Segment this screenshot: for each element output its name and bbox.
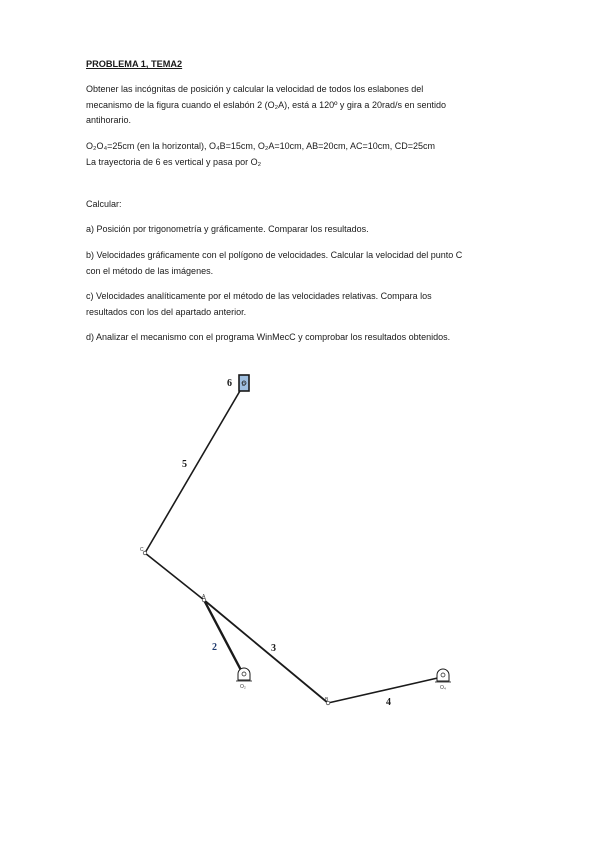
label-link-4: 4 — [386, 697, 391, 708]
label-link-2: 2 — [212, 642, 217, 653]
intro-line: mecanismo de la figura cuando el eslabón 2 (O₂A), está a 120º y gira a 20rad/s en sentido — [86, 99, 446, 110]
intro-line: Obtener las incógnitas de posición y calcular la velocidad de todos los eslabones del — [86, 84, 424, 94]
link-3 — [204, 600, 328, 703]
label-point-d: D — [242, 382, 246, 388]
label-point-c: C — [140, 547, 144, 553]
label-link-5: 5 — [182, 459, 187, 470]
item-b-line: con el método de las imágenes. — [86, 265, 214, 276]
data-line: O₂O₄=25cm (en la horizontal), O₄B=15cm, O₂A=10cm, AB=20cm, AC=10cm, CD=25cm — [86, 141, 435, 151]
label-point-b: B — [325, 697, 329, 703]
link-4 — [328, 677, 442, 703]
link-5 — [145, 384, 244, 553]
problem-title: PROBLEMA 1, TEMA2 — [86, 59, 183, 69]
intro-line: antihorario. — [86, 115, 132, 125]
link-3-ca — [145, 553, 204, 600]
label-link-3: 3 — [271, 643, 276, 654]
label-link-6: 6 — [227, 378, 232, 389]
link-2 — [204, 600, 243, 674]
ground-o2 — [236, 668, 252, 681]
joint-c — [143, 551, 147, 555]
data-line: La trayectoria de 6 es vertical y pasa por O₂ — [86, 156, 262, 167]
label-point-o4: O₄ — [440, 685, 446, 691]
label-point-o2: O₂ — [240, 684, 246, 690]
ground-o4 — [435, 669, 451, 682]
item-c-line: c) Velocidades analíticamente por el método de las velocidades relativas. Compara los — [86, 291, 432, 301]
item-c-line: resultados con los del apartado anterior. — [86, 306, 247, 317]
item-a-line: a) Posición por trigonometría y gráficamente. Comparar los resultados. — [86, 224, 369, 234]
label-point-a: A — [202, 594, 206, 600]
item-d-line: d) Analizar el mecanismo con el programa WinMecC y comprobar los resultados obtenidos. — [86, 332, 451, 342]
item-b-line: b) Velocidades gráficamente con el polígono de velocidades. Calcular la velocidad del punto C — [86, 250, 463, 260]
calc-heading: Calcular: — [86, 199, 122, 209]
